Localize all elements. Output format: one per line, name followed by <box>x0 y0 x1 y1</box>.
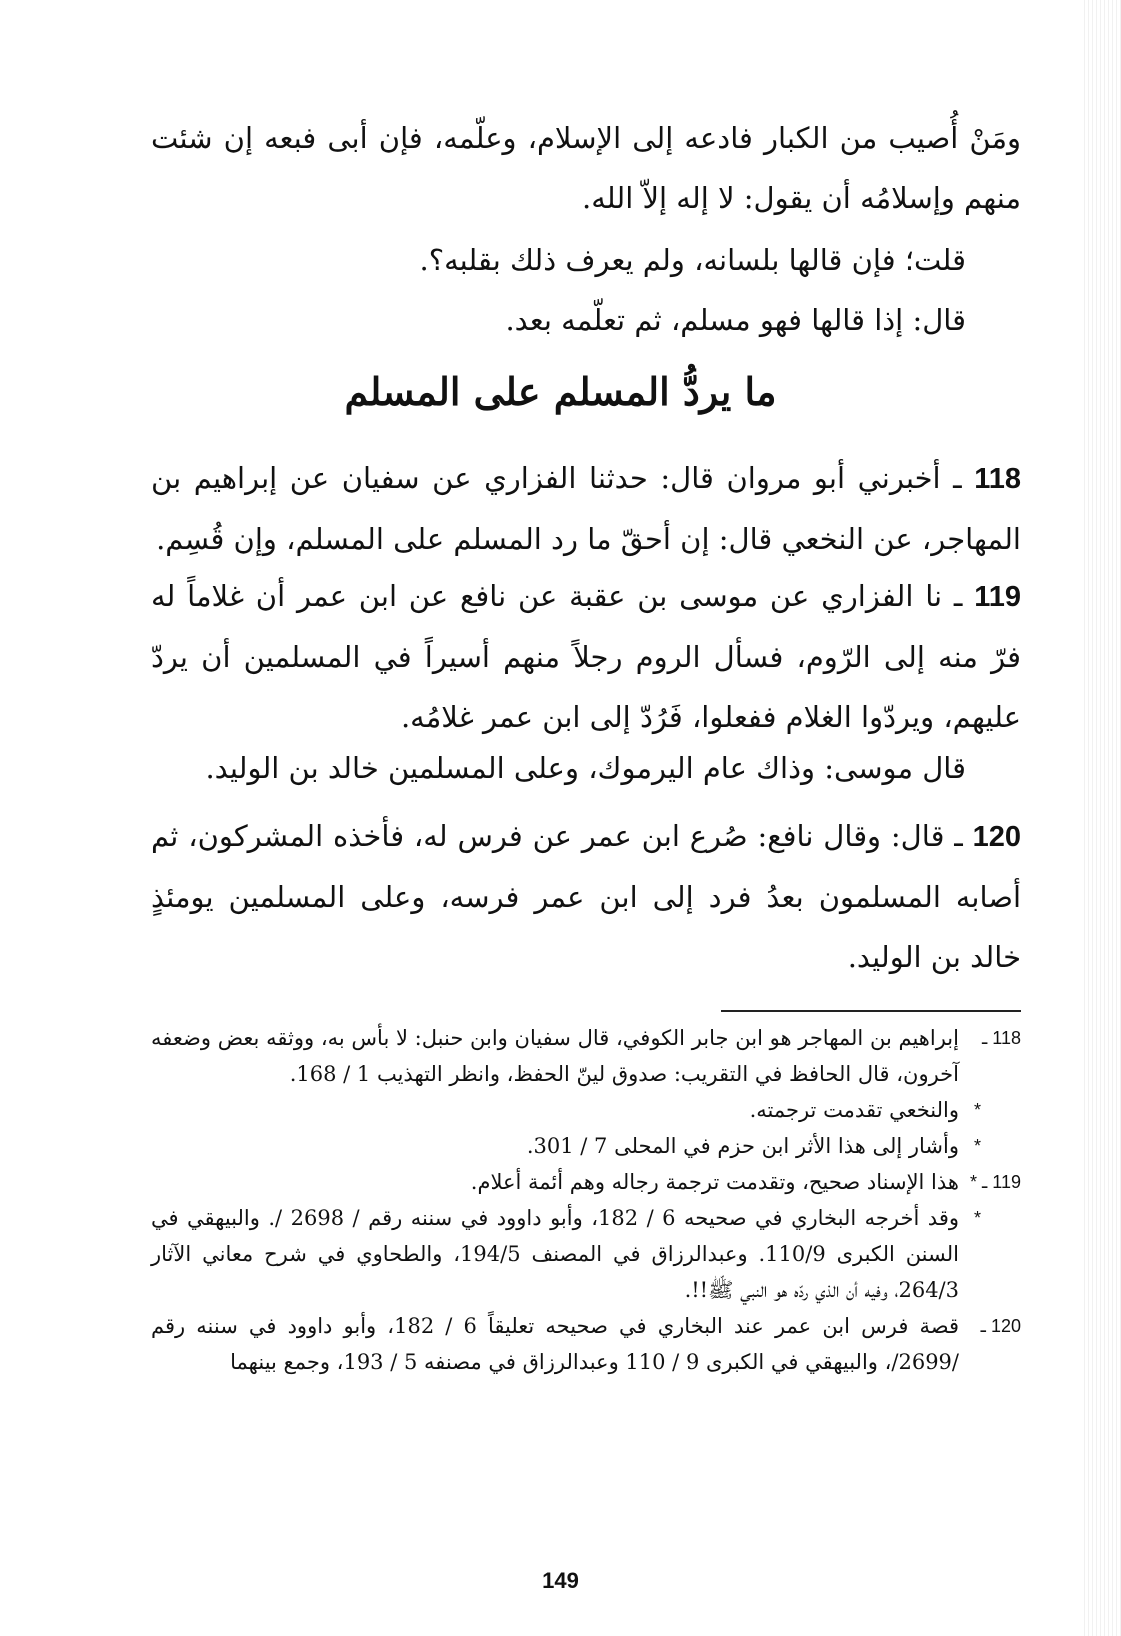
hadith-number: 120 <box>972 821 1021 853</box>
hadith-number: 119 <box>974 581 1021 613</box>
footnote-118-star2: * وأشار إلى هذا الأثر ابن حزم في المحلى 7 / 301. <box>151 1128 1021 1164</box>
scan-edge-texture <box>1081 0 1121 1636</box>
footnote-118-star1: * والنخعي تقدمت ترجمته. <box>151 1092 1021 1128</box>
footnote-text: هذا الإسناد صحيح، وتقدمت ترجمة رجاله وهم أئمة أعلام. <box>470 1170 959 1194</box>
hadith-120 <box>151 806 1021 987</box>
hadith-number: 118 <box>974 463 1021 495</box>
footnote-text: والنخعي تقدمت ترجمته. <box>749 1098 959 1122</box>
footnote-119-star: * وقد أخرجه البخاري في صحيحه 6 / 182، وأبو داوود في سننه رقم / 2698 /. والبيهقي في السنن الكبرى 110/9. وعبدالرزاق في المصنف 194/5، والطحاوي في شرح معاني الآثار 264/3، وفيه أن الذي ردّه هو النبي ﷺ!!. <box>151 1200 1021 1308</box>
footnote-label: 119 ـ * <box>970 1172 1021 1192</box>
page-number: 149 <box>542 1568 579 1593</box>
footnote-119 <box>151 1164 1021 1200</box>
footnote-label: 120 ـ <box>980 1316 1021 1336</box>
hadith-text: ـ نا الفزاري عن موسى بن عقبة عن نافع عن ابن عمر أن غلاماً له فرّ منه إلى الرّوم، فسأل الروم رجلاً منهم أسيراً في المسلمين أن يردّ عليهم، ويردّوا الغلام ففعلوا، فَرُدّ إلى ابن عمر غلامُه. <box>151 579 1021 734</box>
hadith-text: ـ أخبرني أبو مروان قال: حدثنا الفزاري عن سفيان عن إبراهيم بن المهاجر، عن النخعي قال: إن أحقّ ما رد المسلم على المسلم، وإن قُسِم. <box>151 461 1021 556</box>
hadith-text: ـ قال: وقال نافع: صُرع ابن عمر عن فرس له، فأخذه المشركون، ثم أصابه المسلمون بعدُ فرد إلى ابن عمر فرسه، وعلى المسلمين يومئذٍ خالد بن الوليد. <box>151 819 1021 974</box>
footnotes <box>151 1020 1021 1380</box>
footnote-text: وأشار إلى هذا الأثر ابن حزم في المحلى 7 / 301. <box>526 1134 959 1158</box>
section-heading: ما يردُّ المسلم على المسلم <box>344 369 777 414</box>
hadith-118 <box>151 448 1021 569</box>
musa-note: قال موسى: وذاك عام اليرموك، وعلى المسلمين خالد بن الوليد. <box>205 751 966 785</box>
paragraph-qa <box>146 230 966 350</box>
footnote-text: وقد أخرجه البخاري في صحيحه 6 / 182، وأبو داوود في سننه رقم / 2698 /. والبيهقي في السنن الكبرى 110/9. وعبدالرزاق في المصنف 194/5، والطحاوي في شرح معاني الآثار 264/3، وفيه أن الذي ردّه هو النبي ﷺ!!. <box>151 1206 959 1302</box>
footnote-divider <box>721 1010 1021 1012</box>
footnote-120 <box>151 1308 1021 1380</box>
footnote-text: إبراهيم بن المهاجر هو ابن جابر الكوفي، قال سفيان وابن حنبل: لا بأس به، ووثقه بعض وضعفه آخرون، قال الحافظ في التقريب: صدوق لينّ الحفظ، وانظر التهذيب 1 / 168. <box>151 1026 959 1086</box>
paragraph-intro: ومَنْ أُصيب من الكبار فادعه إلى الإسلام، وعلّمه، فإن أبى فبعه إن شئت منهم وإسلامُه أن يقول: لا إله إلاّ الله. <box>151 121 1021 215</box>
footnote-text: قصة فرس ابن عمر عند البخاري في صحيحه تعليقاً 6 / 182، وأبو داوود في سننه رقم /2699/، والبيهقي في الكبرى 9 / 110 وعبدالرزاق في مصنفه 5 / 193، وجمع بينهما <box>151 1314 959 1374</box>
question-line: قلت؛ فإن قالها بلسانه، ولم يعرف ذلك بقلبه؟. <box>419 243 966 277</box>
footnote-label: 118 ـ <box>982 1028 1021 1048</box>
hadith-119 <box>151 566 1021 747</box>
answer-line: قال: إذا قالها فهو مسلم، ثم تعلّمه بعد. <box>505 303 966 337</box>
footnote-118 <box>151 1020 1021 1092</box>
